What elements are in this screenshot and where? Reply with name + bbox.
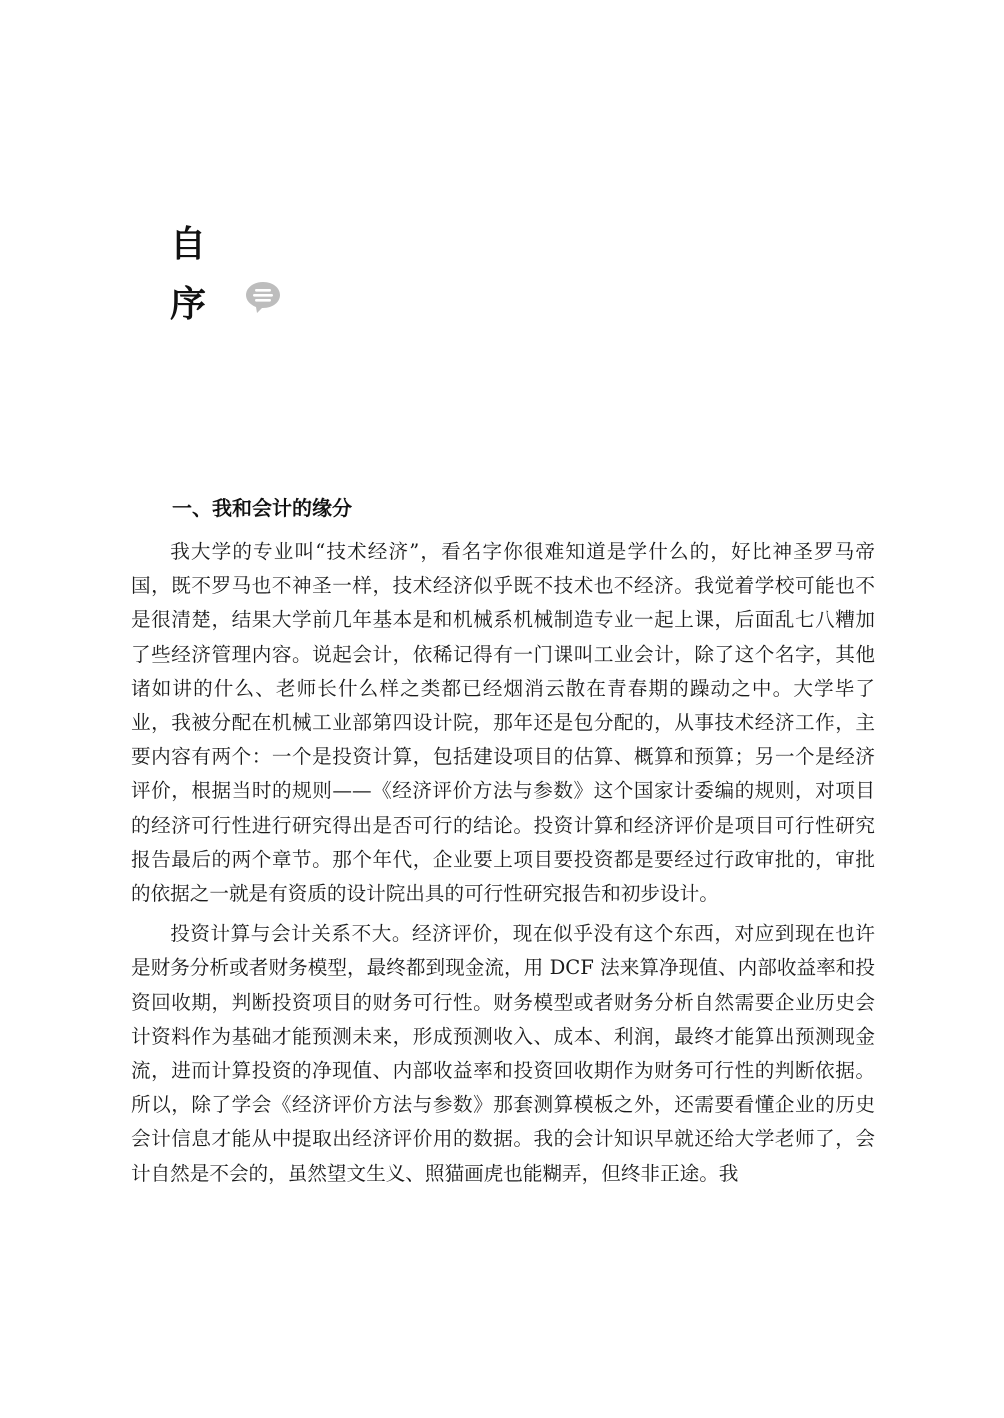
body-text [131, 535, 875, 1197]
title-char-1: 自 [170, 224, 207, 265]
paragraph-1: 我大学的专业叫“技术经济”，看名字你很难知道是学什么的，好比神圣罗马帝国，既不罗马也不神圣一样，技术经济似乎既不技术也不经济。我觉着学校可能也不是很清楚，结果大学前几年基本是和机械系机械制造专业一起上课，后面乱七八糟加了些经济管理内容。说起会计，依稀记得有一门课叫工业会计，除了这个名字，其他诸如讲的什么、老师长什么样之类都已经烟消云散在青春期的躁动之中。大学毕了业，我被分配在机械工业部第四设计院，那年还是包分配的，从事技术经济工作，主要内容有两个：一个是投资计算，包括建设项目的估算、概算和预算；另一个是经济评价，根据当时的规则——《经济评价方法与参数》这个国家计委编的规则，对项目的经济可行性进行研究得出是否可行的结论。投资计算和经济评价是项目可行性研究报告最后的两个章节。那个年代，企业要上项目要投资都是要经过行政审批的，审批的依据之一就是有资质的设计院出具的可行性研究报告和初步设计。 [131, 540, 875, 906]
speech-bubble-icon [244, 280, 282, 314]
page-title [170, 215, 206, 335]
title-char-2: 序 [170, 284, 207, 325]
section-heading: 一、我和会计的缘分 [172, 496, 352, 520]
paragraph-2: 投资计算与会计关系不大。经济评价，现在似乎没有这个东西，对应到现在也许是财务分析或者财务模型，最终都到现金流，用 DCF 法来算净现值、内部收益率和投资回收期，判断投资项目的财务可行性。财务模型或者财务分析自然需要企业历史会计资料作为基础才能预测未来，形成预测收入、成本、利润，最终才能算出预测现金流，进而计算投资的净现值、内部收益率和投资回收期作为财务可行性的判断依据。所以，除了学会《经济评价方法与参数》那套测算模板之外，还需要看懂企业的历史会计信息才能从中提取出经济评价用的数据。我的会计知识早就还给大学老师了，会计自然是不会的，虽然望文生义、照猫画虎也能糊弄，但终非正途。我 [131, 922, 875, 1185]
